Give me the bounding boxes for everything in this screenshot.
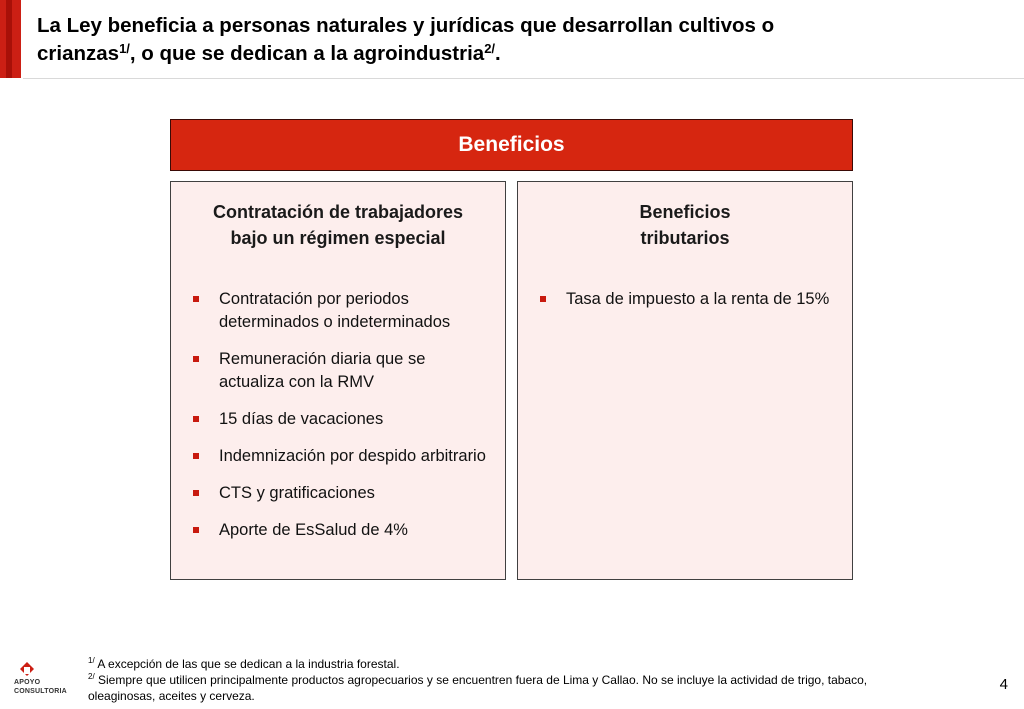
footnote-2	[88, 672, 918, 704]
logo-line1: APOYO	[14, 679, 41, 686]
footnote-1-mark: 1/	[88, 656, 95, 665]
tax-title-line1: Beneficios	[639, 202, 731, 222]
footnote-2-mark: 2/	[88, 672, 95, 681]
title-sup1: 1/	[119, 41, 130, 56]
bullet-text: Remuneración diaria que se actualiza con la RMV	[219, 350, 426, 391]
bullet-text: Indemnización por despido arbitrario	[219, 447, 486, 465]
bullet-square-icon	[193, 490, 199, 496]
tax-benefits-box	[517, 181, 853, 580]
list-item	[190, 348, 495, 394]
tax-bullet-list	[537, 288, 842, 325]
tax-box-title	[518, 199, 852, 251]
list-item	[190, 408, 495, 431]
slide-title	[37, 12, 997, 68]
apoyo-logo	[14, 662, 67, 700]
bullet-text: Tasa de impuesto a la renta de 15%	[566, 290, 830, 308]
footnotes	[88, 656, 918, 704]
labor-title-line1: Contratación de trabajadores	[212, 202, 464, 222]
accent-bar	[0, 0, 21, 78]
footnote-1-text: A excepción de las que se dedican a la industria forestal.	[94, 657, 400, 671]
footnote-2-text: Siempre que utilicen principalmente productos agropecuarios y se encuentren fuera de Lima y Callao. No se incluye la actividad de trigo, tabaco, oleaginosas, aceites y cerveza.	[88, 673, 868, 703]
bullet-text: Aporte de EsSalud de 4%	[219, 521, 408, 539]
title-divider	[23, 78, 1024, 79]
bullet-square-icon	[193, 296, 199, 302]
title-sup2: 2/	[484, 41, 496, 56]
bullet-square-icon	[193, 356, 199, 362]
page-number: 4	[999, 676, 1008, 693]
labor-benefits-box	[170, 181, 506, 580]
labor-title-line2: bajo un régimen especial	[230, 228, 446, 248]
footnote-1	[88, 656, 918, 672]
bullet-text: Contratación por periodos determinados o indeterminados	[219, 290, 451, 331]
bullet-square-icon	[193, 416, 199, 422]
title-line2-b: , o que se dedican a la agroindustria	[129, 42, 485, 65]
list-item	[537, 288, 842, 311]
title-line1: La Ley beneficia a personas naturales y jurídicas que desarrollan cultivos o	[37, 14, 775, 37]
title-line2-c: .	[495, 42, 501, 65]
title-line2-a: crianzas	[37, 42, 120, 65]
labor-bullet-list	[190, 288, 495, 556]
list-item	[190, 288, 495, 334]
list-item	[190, 519, 495, 542]
banner-label: Beneficios	[458, 133, 565, 156]
bullet-square-icon	[193, 453, 199, 459]
bullet-text: CTS y gratificaciones	[219, 484, 375, 502]
bullet-text: 15 días de vacaciones	[219, 410, 384, 428]
benefits-banner	[170, 119, 853, 171]
bullet-square-icon	[540, 296, 546, 302]
logo-mark-icon	[20, 662, 34, 676]
labor-box-title	[171, 199, 505, 251]
list-item	[190, 445, 495, 468]
tax-title-line2: tributarios	[640, 228, 730, 248]
list-item	[190, 482, 495, 505]
logo-line2: CONSULTORIA	[14, 688, 67, 695]
bullet-square-icon	[193, 527, 199, 533]
